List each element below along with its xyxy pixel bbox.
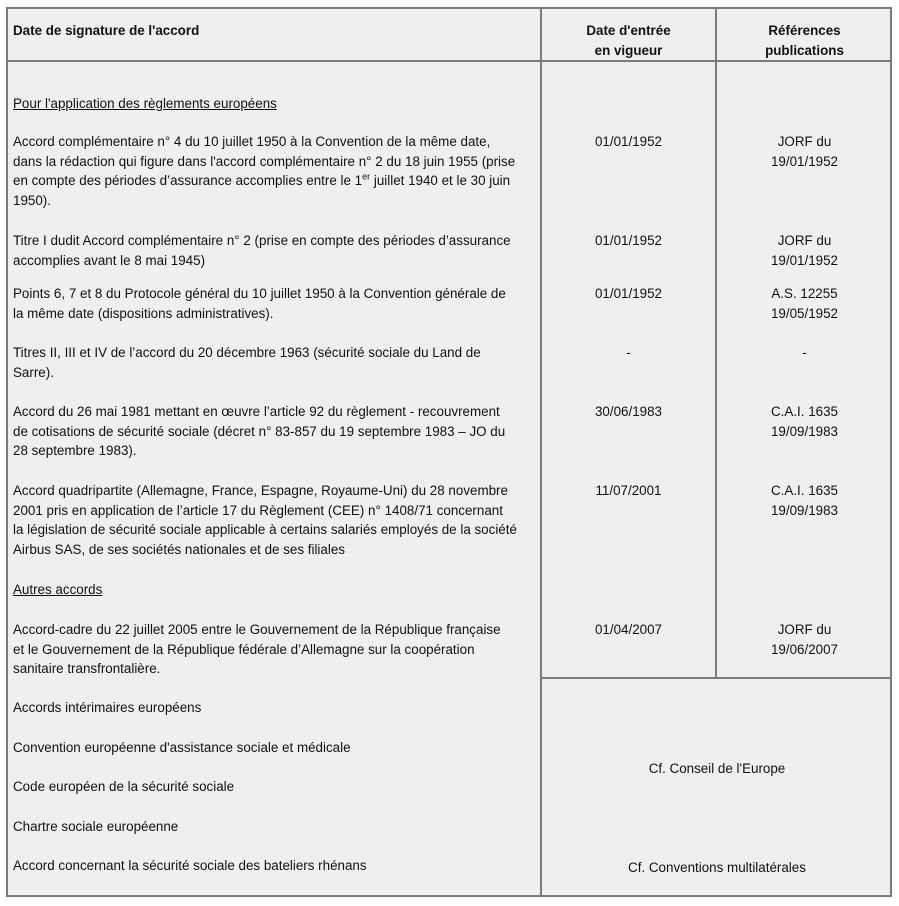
table-row-date: 01/01/1952 [594,286,663,301]
multilateral-conventions-ref: Cf. Conventions multilatérales [628,860,806,875]
list-item: Accords intérimaires européens [13,700,202,715]
table-row-ref: A.S. 12255 19/05/1952 [770,286,839,321]
table-row-text: Accord du 26 mai 1981 mettant en œuvre l’article 92 du règlement - recouvrement de cotisations de sécurité sociale (décret n° 83-857 du 19 septembre 1983 – JO du 28 septembre 1983). [13,404,506,459]
table-row-ref: - [802,345,807,360]
list-item: Convention européenne d'assistance sociale et médicale [13,740,351,755]
header-effective-date: Date d'entrée en vigueur [586,23,671,58]
table-row-date: 01/04/2007 [594,622,663,637]
list-item: Chartre sociale européenne [13,819,179,834]
section-other-agreements: Autres accords [13,582,103,597]
table-row-ref: JORF du 19/01/1952 [770,134,839,169]
table-row-date: 30/06/1983 [594,404,663,419]
header-publication-refs: Références publications [765,23,844,58]
table-row-text: Points 6, 7 et 8 du Protocole général du 10 juillet 1950 à la Convention générale de la même date (dispositions administratives). [13,286,506,321]
header-signature-date: Date de signature de l'accord [13,23,200,38]
table-row-ref: JORF du 19/01/1952 [770,233,839,268]
table-row-ref: C.A.I. 1635 19/09/1983 [770,404,839,439]
table-row-date: 01/01/1952 [594,233,663,248]
table-row-date: - [626,345,631,360]
header-divider [6,60,892,62]
table-row-text: Accord-cadre du 22 juillet 2005 entre le Gouvernement de la République française et le Gouvernement de la République fédérale d’Allemagne sur la coopération sanitaire transfrontalière. [13,622,501,677]
section-eu-regulations: Pour l'application des règlements européens [13,96,277,111]
table-row-date: 11/07/2001 [595,483,662,498]
bottom-section-divider [540,677,892,679]
council-of-europe-ref: Cf. Conseil de l'Europe [648,761,786,776]
list-item: Code européen de la sécurité sociale [13,779,235,794]
table-row-text: Accord quadripartite (Allemagne, France, Espagne, Royaume-Uni) du 28 novembre 2001 pris en application de l’article 17 du Règlement (CEE) n° 1408/71 concernant la législation de sécurité sociale applicable à certains salariés employés de la société Airbus SAS, de ses sociétés nationales et de ses filiales [13,483,517,557]
table-row-ref: C.A.I. 1635 19/09/1983 [770,483,839,518]
table-row-text: Accord complémentaire n° 4 du 10 juillet 1950 à la Convention de la même date, dans la rédaction qui figure dans l'accord complémentaire n° 2 du 18 juin 1955 (prise en compte des périodes d’assurance accomplies entre le 1er juillet 1940 et le 30 juin 1950). [13,134,516,208]
table-row-ref: JORF du 19/06/2007 [770,622,839,657]
table-row-text: Titres II, III et IV de l’accord du 20 décembre 1963 (sécurité sociale du Land de Sarre). [13,345,481,380]
table-row-text: Titre I dudit Accord complémentaire n° 2 (prise en compte des périodes d’assurance accomplies avant le 8 mai 1945) [13,233,511,268]
table-row-date: 01/01/1952 [594,134,663,149]
list-item: Accord concernant la sécurité sociale des bateliers rhénans [13,858,367,873]
